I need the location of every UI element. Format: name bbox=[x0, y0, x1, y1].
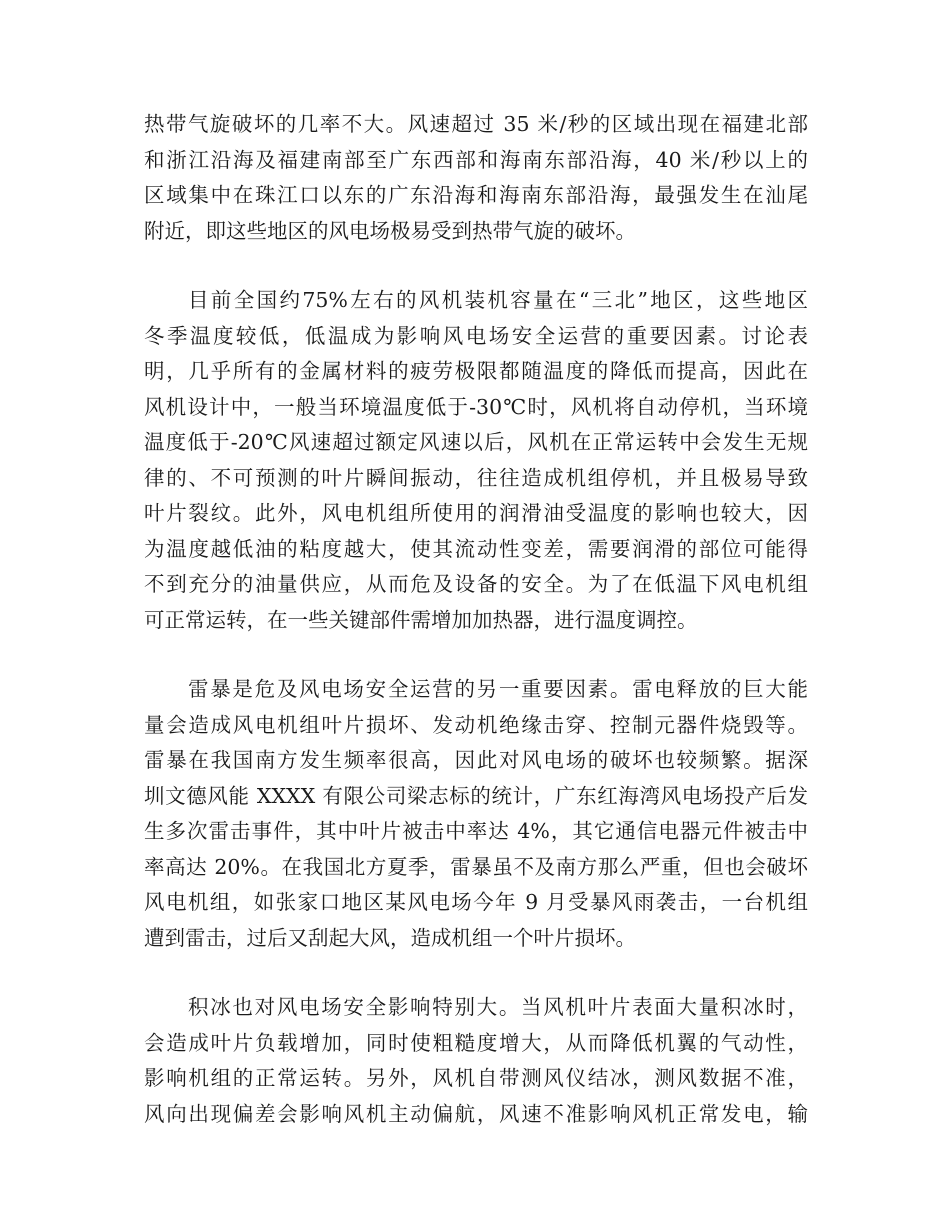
text-line: 量会造成风电机组叶片损坏、发动机绝缘击穿、控制元器件烧毁等。 bbox=[144, 712, 808, 737]
text-line: 温度低于-20℃风速超过额定风速以后，风机在正常运转中会发生无规 bbox=[144, 430, 808, 454]
text-line: 遭到雷击，过后又刮起大风，造成机组一个叶片损坏。 bbox=[144, 925, 636, 950]
text-line: 冬季温度较低，低温成为影响风电场安全运营的重要因素。讨论表 bbox=[144, 323, 808, 348]
text-line: 热带气旋破坏的几率不大。风速超过 35 米/秒的区域出现在福建北部 bbox=[144, 112, 808, 136]
text-line: 风机设计中，一般当环境温度低于-30℃时，风机将自动停机，当环境 bbox=[144, 394, 808, 419]
text-line: 叶片裂纹。此外，风电机组所使用的润滑油受温度的影响也较大，因 bbox=[144, 501, 808, 525]
text-line: 和浙江沿海及福建南部至广东西部和海南东部沿海，40 米/秒以上的 bbox=[144, 147, 808, 172]
paragraph-tropical-cyclone bbox=[144, 107, 808, 249]
paragraph-icing bbox=[144, 990, 808, 1132]
paragraph-low-temperature bbox=[144, 283, 808, 638]
paragraph-thunderstorm bbox=[144, 672, 808, 956]
paragraph-gap bbox=[144, 638, 808, 672]
text-line: 为温度越低油的粘度越大，使其流动性变差，需要润滑的部位可能得 bbox=[144, 536, 808, 561]
text-line: 生多次雷击事件，其中叶片被击中率达 4%，其它通信电器元件被击中 bbox=[144, 819, 808, 843]
text-line: 风电机组，如张家口地区某风电场今年 9 月受暴风雨袭击，一台机组 bbox=[144, 890, 808, 914]
text-line: 目前全国约75%左右的风机装机容量在“三北”地区，这些地区 bbox=[188, 288, 808, 312]
text-line: 风向出现偏差会影响风机主动偏航，风速不准影响风机正常发电，输 bbox=[144, 1101, 808, 1126]
text-line: 明，几乎所有的金属材料的疲劳极限都随温度的降低而提高，因此在 bbox=[144, 359, 808, 383]
text-line: 积冰也对风电场安全影响特别大。当风机叶片表面大量积冰时， bbox=[188, 995, 808, 1019]
document-body bbox=[144, 107, 808, 1132]
text-line: 率高达 20%。在我国北方夏季，雷暴虽不及南方那么严重，但也会破坏 bbox=[144, 854, 808, 879]
paragraph-gap bbox=[144, 249, 808, 283]
text-line: 可正常运转，在一些关键部件需增加加热器，进行温度调控。 bbox=[144, 607, 698, 632]
text-line: 雷暴在我国南方发生频率很高，因此对风电场的破坏也较频繁。据深 bbox=[144, 748, 808, 772]
text-line: 雷暴是危及风电场安全运营的另一重要因素。雷电释放的巨大能 bbox=[188, 677, 808, 701]
text-line: 圳文德风能 XXXX 有限公司梁志标的统计，广东红海湾风电场投产后发 bbox=[144, 783, 808, 808]
text-line: 会造成叶片负载增加，同时使粗糙度增大，从而降低机翼的气动性， bbox=[144, 1030, 808, 1055]
text-line: 区域集中在珠江口以东的广东沿海和海南东部沿海，最强发生在汕尾 bbox=[144, 183, 808, 207]
paragraph-gap bbox=[144, 956, 808, 990]
text-line: 不到充分的油量供应，从而危及设备的安全。为了在低温下风电机组 bbox=[144, 572, 808, 596]
text-line: 附近，即这些地区的风电场极易受到热带气旋的破坏。 bbox=[144, 218, 636, 243]
text-line: 影响机组的正常运转。另外，风机自带测风仪结冰，测风数据不准， bbox=[144, 1066, 808, 1090]
text-line: 律的、不可预测的叶片瞬间振动，往往造成机组停机，并且极易导致 bbox=[144, 465, 808, 490]
